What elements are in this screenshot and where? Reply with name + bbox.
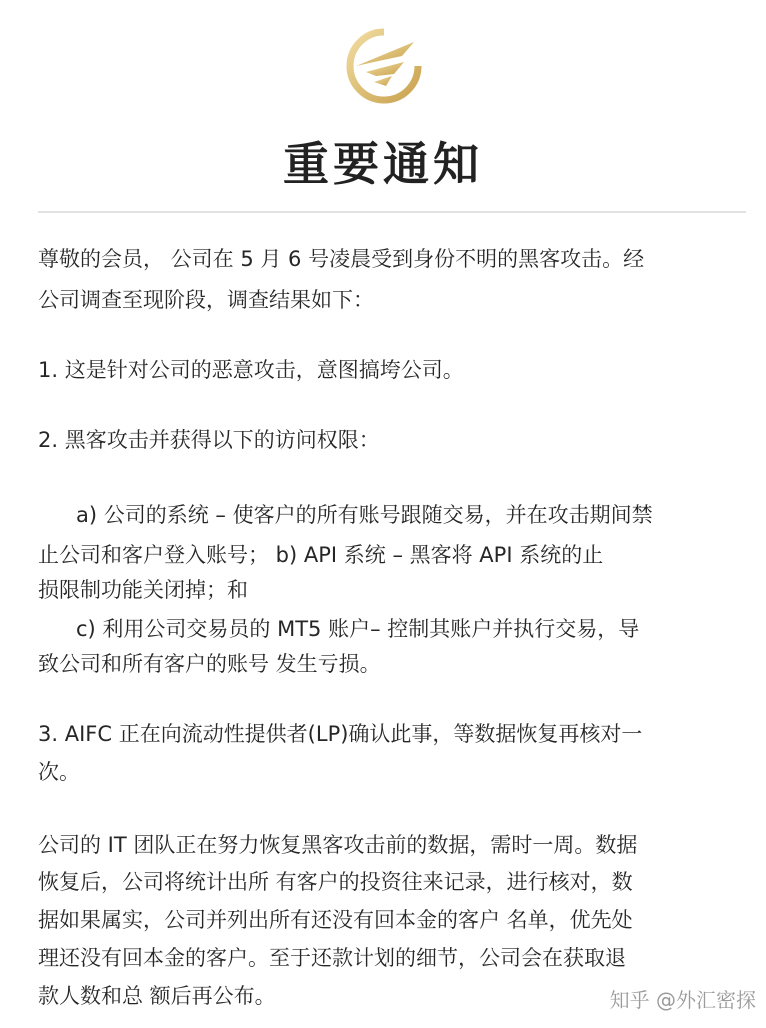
watermark: 知乎 @外汇密探 xyxy=(609,988,756,1012)
paragraph-line: c) 利用公司交易员的 MT5 账户– 控制其账户并执行交易，导 xyxy=(76,617,640,641)
company-logo-icon xyxy=(344,26,424,106)
paragraph-line: 恢复后，公司将统计出所 有客户的投资往来记录，进行核对，数 xyxy=(38,870,633,894)
paragraph-line: 尊敬的会员， 公司在 5 月 6 号凌晨受到身份不明的黑客攻击。经 xyxy=(38,247,645,271)
paragraph-line: 致公司和所有客户的账号 发生亏损。 xyxy=(38,652,381,676)
paragraph-line: 止公司和客户登入账号； b) API 系统 – 黑客将 API 系统的止 xyxy=(38,543,604,567)
paragraph-line: 公司调查至现阶段，调查结果如下： xyxy=(38,288,374,312)
paragraph-line: 次。 xyxy=(38,760,80,784)
paragraph-line: a) 公司的系统 – 使客户的所有账号跟随交易，并在攻击期间禁 xyxy=(76,503,653,527)
paragraph-line: 2. 黑客攻击并获得以下的访问权限： xyxy=(38,428,380,452)
paragraph-line: 损限制功能关闭掉；和 xyxy=(38,578,248,602)
paragraph-line: 据如果属实，公司并列出所有还没有回本金的客户 名单，优先处 xyxy=(38,908,633,932)
paragraph-line: 1. 这是针对公司的恶意攻击，意图搞垮公司。 xyxy=(38,358,464,382)
paragraph-line: 款人数和总 额后再公布。 xyxy=(38,984,276,1008)
paragraph-line: 3. AIFC 正在向流动性提供者(LP)确认此事，等数据恢复再核对一 xyxy=(38,722,643,746)
paragraph-line: 理还没有回本金的客户。至于还款计划的细节，公司会在获取退 xyxy=(38,946,626,970)
page-title: 重要通知 xyxy=(283,137,483,191)
divider xyxy=(38,211,746,213)
paragraph-line: 公司的 IT 团队正在努力恢复黑客攻击前的数据，需时一周。数据 xyxy=(38,833,638,857)
